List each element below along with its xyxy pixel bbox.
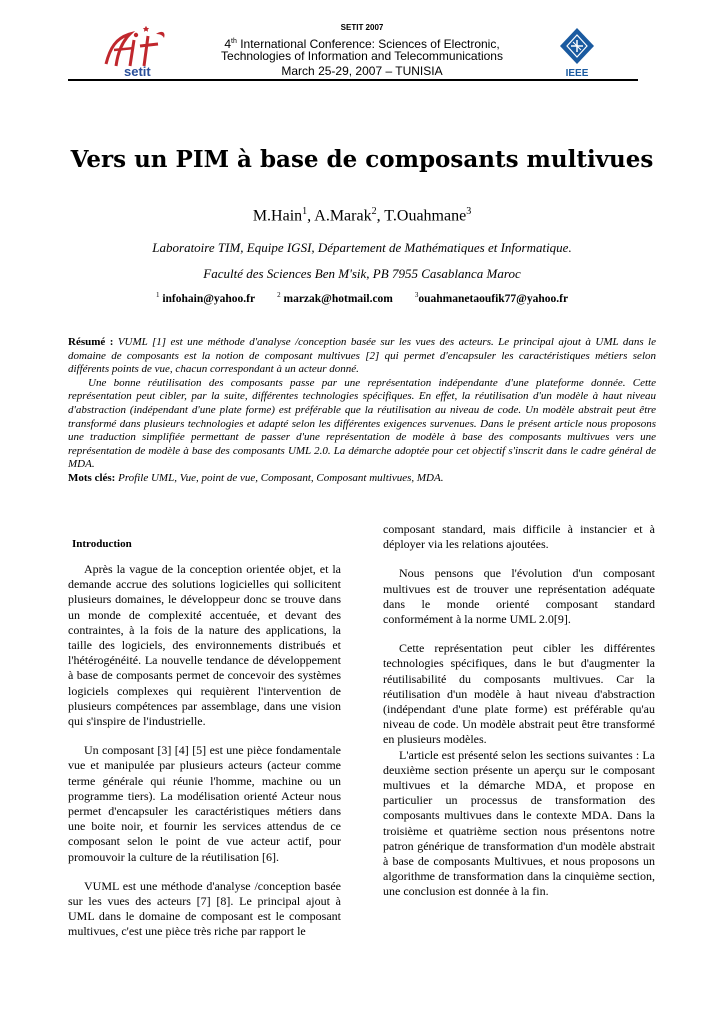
ieee-logo <box>556 26 598 78</box>
body-paragraph: Nous pensons que l'évolution d'un composant multivues est de trouver une représentation adéquate dans le monde orienté composant standard conformément à la norme UML 2.0[9]. <box>383 566 655 627</box>
keywords-text: Profile UML, Vue, point de vue, Composant, Composant multivues, MDA. <box>118 471 444 484</box>
affiliation-faculty: Faculté des Sciences Ben M'sik, PB 7955 Casablanca Maroc <box>203 266 521 281</box>
conference-short-title: SETIT 2007 <box>340 23 384 32</box>
abstract-label: Résumé : <box>68 336 118 348</box>
abstract-block <box>68 336 656 486</box>
email-entry <box>277 291 393 305</box>
left-column <box>68 562 341 940</box>
author-sup: 3 <box>466 206 472 217</box>
author-name: T.Ouahmane <box>384 207 467 225</box>
author-separator: , <box>376 207 385 225</box>
ieee-logo-text: IEEE <box>565 68 589 78</box>
email-address[interactable]: marzak@hotmail.com <box>283 292 393 305</box>
keywords-line <box>68 472 656 486</box>
body-paragraph: composant standard, mais difficile à instancier et à déployer via les relations ajoutées. <box>383 522 655 552</box>
paper-title: Vers un PIM à base de composants multivues <box>70 146 654 173</box>
body-paragraph: Après la vague de la conception orientée objet, et la demande accrue des solutions logicielles qui sollicitent plusieurs domaines, le développeur donc se trouve dans un monde de complexité accentuée, et devant des contraintes, à la fois de la nature des applications, la taille des logiciels, des environnements distribués et l'hétérogénéité. La nouvelle tendance de développement à base de composants permet de concevoir des systèmes logiciels complexes qui requièrent l'intervention de plusieurs compétences par assemblage, dans une vision qui s'inspire de l'industrielle. <box>68 562 341 729</box>
author-name: A.Marak <box>314 207 372 225</box>
keywords-label: Mots clés: <box>68 471 119 484</box>
affiliation-lab: Laboratoire TIM, Equipe IGSI, Département de Mathématiques et Informatique. <box>152 240 572 255</box>
header-line-3: March 25-29, 2007 – TUNISIA <box>281 64 443 78</box>
body-paragraph: VUML est une méthode d'analyse /conception basée sur les vues des acteurs [7] [8]. Le principal ajout à UML dans le domaine de composant est le composant multivues, c'est une pièce très riche par rapport le <box>68 878 341 939</box>
header-rule <box>68 79 638 81</box>
section-heading-introduction: Introduction <box>72 538 132 550</box>
email-sup: 2 <box>277 291 281 299</box>
email-sup: 1 <box>155 291 160 299</box>
header-ordinal-sup: th <box>231 38 237 45</box>
header-line-1-text: International Conference: Sciences of Electronic, <box>236 37 500 51</box>
author-sup: 2 <box>371 206 377 217</box>
author-list <box>0 206 724 225</box>
setit-logo-text: setit <box>124 64 151 78</box>
email-sup: 3 <box>414 291 419 299</box>
email-list <box>0 291 724 305</box>
body-paragraph: Cette représentation peut cibler les différentes technologies spécifiques, dans le but d'augmenter la réutilisabilité du composants multivues. Car la réutilisation d'un modèle à haut niveau d'abstraction (indépendant d'une plate forme) est préférable qu'au niveau de code. Un modèle abstrait peut être transformé en plusieurs modèles. <box>383 641 655 747</box>
email-entry <box>156 291 255 305</box>
abstract-paragraph-1 <box>68 336 656 377</box>
body-paragraph: L'article est présenté selon les sections suivantes : La deuxième section présente un aperçu sur le composant multivues et la démarche MDA, et propose en particulier un processus de transformation des composants multivues dans le contexte MDA. Dans la troisième et quatrième section nous présentons notre patron générique de transformation d'un modèle abstrait à base de composants Multivues, et nous proposons un algorithme de transformation dans la cinquième section, une conclusion est donnée à la fin. <box>383 747 655 899</box>
body-paragraph: Un composant [3] [4] [5] est une pièce fondamentale vue et manipulée par plusieurs acteurs (acteur comme terme générale qui réunie l'homme, machine ou un programme tiers). La modélisation orienté Acteur nous permet d'encapsuler les caractéristiques métiers dans une boite noir, et fournir les services attendus de ce composant selon le point de vue acteur actif, pour promouvoir la culture de la réutilisation [6]. <box>68 743 341 864</box>
email-address[interactable]: infohain@yahoo.fr <box>162 292 256 305</box>
author-separator: , <box>307 207 315 225</box>
author-sup: 1 <box>302 206 308 217</box>
abstract-paragraph-2: Une bonne réutilisation des composants passe par une représentation indépendante d'une plateforme donnée. Cette représentation peut cibler, par la suite, différentes technologies spécifiques. En effet, la réutilisation d'un modèle à haut niveau d'abstraction (indépendant d'une plate forme) est préférable que la réutilisation au niveau de code. Un modèle abstrait peut être transformé dans plusieurs technologies et adapté selon les différentes exigences survenues. Dans le présent article nous proposons une traduction simplifiée permettant de passer d'une représentation de modèle à base des composants multivues vers une représentation de modèle à base des composants UML 2.0. La démarche adoptée pour cet objectif s'inscrit dans le cadre général de MDA. <box>68 376 656 471</box>
author-name: M.Hain <box>252 207 303 225</box>
email-address[interactable]: ouahmanetaoufik77@yahoo.fr <box>418 292 569 305</box>
right-column <box>383 522 655 900</box>
setit-logo <box>100 26 172 78</box>
header-line-2: Technologies of Information and Telecommunications <box>221 49 503 63</box>
email-entry <box>415 291 568 305</box>
header-ordinal: 4 <box>224 37 232 51</box>
abstract-text-1: VUML [1] est une méthode d'analyse /conception basée sur les vues des acteurs. Le principal ajout à UML dans le domaine de composants est la notion de composant multivues [2] qui permet d'encapsuler les caractéristiques métiers selon différents points de vue, chacun correspondant à un acteur donné. <box>68 336 656 376</box>
